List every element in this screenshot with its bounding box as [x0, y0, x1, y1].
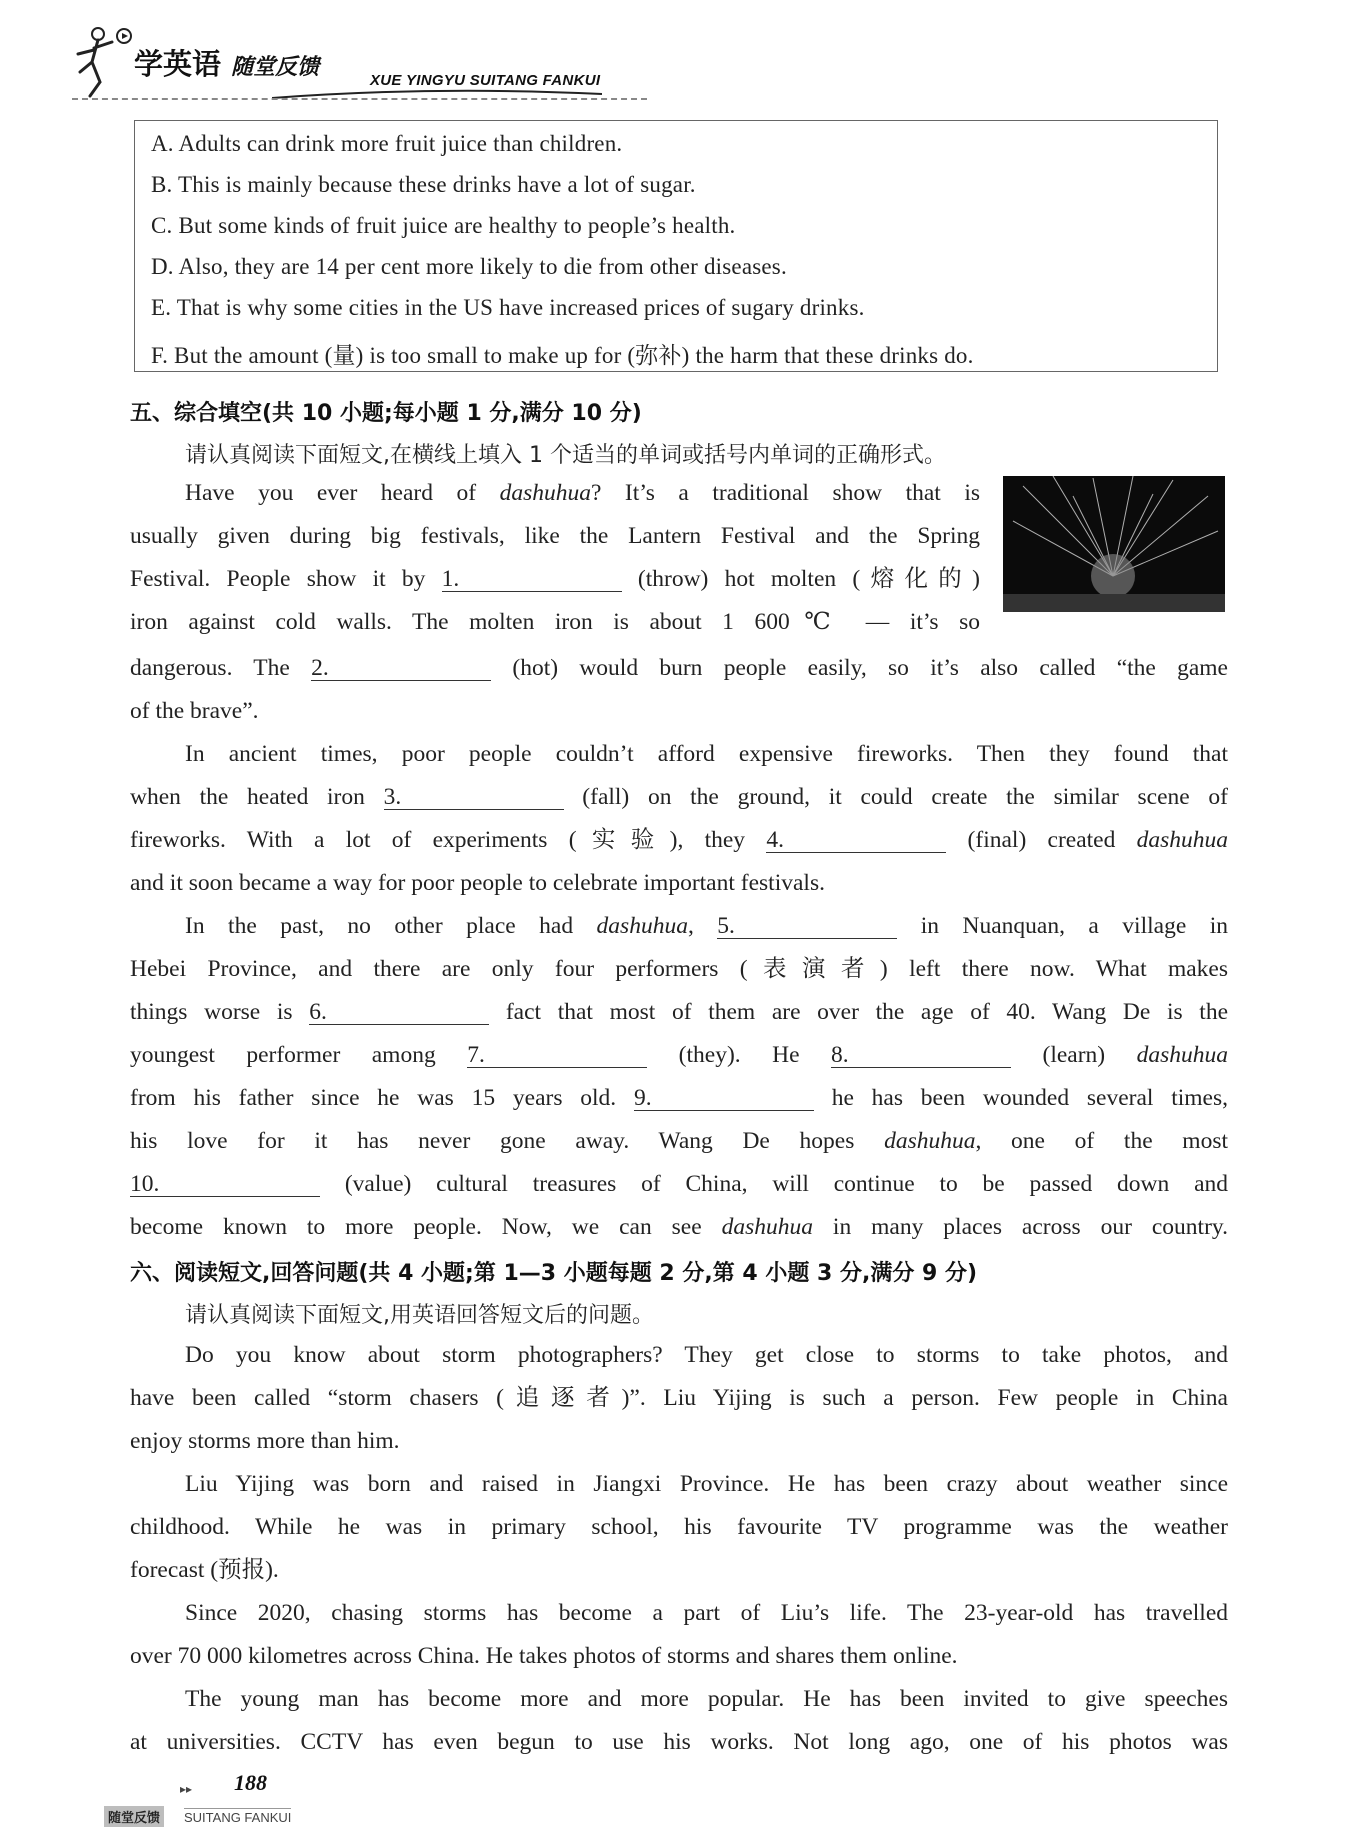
passage-text: (they). He — [647, 1042, 832, 1068]
passage-line: have been called “storm chasers (追逐者)”. Liu Yijing is such a person. Few people in China — [130, 1385, 1228, 1411]
passage-text: Hebei Province, and there are only four performers (表演者) left there now. What makes — [130, 956, 1228, 982]
passage-text: fireworks. With a lot of experiments (实验), they — [130, 827, 767, 853]
passage-line: forecast (预报). — [130, 1557, 279, 1583]
answer-blank-3[interactable]: 3. — [384, 785, 564, 810]
passage-text: (hot) would burn people easily, so it’s also called “the game — [491, 655, 1228, 681]
passage-text: In the past, no other place had — [185, 913, 597, 939]
passage-text: from his father since he was 15 years old. — [130, 1085, 634, 1111]
option-f: F. But the amount (量) is too small to make up for (弥补) the harm that these drinks do. — [151, 343, 974, 368]
passage-line: childhood. While he was in primary school, his favourite TV programme was the weather — [130, 1514, 1228, 1540]
passage-text: of the brave”. — [130, 698, 259, 724]
passage-text: fact that most of them are over the age of 40. Wang De is the — [489, 999, 1228, 1025]
passage-line — [130, 1212, 1228, 1242]
passage-line — [130, 868, 1228, 898]
page-number: 188 — [234, 1770, 267, 1795]
option-a: A. Adults can drink more fruit juice than children. — [151, 131, 623, 156]
passage-line: enjoy storms more than him. — [130, 1428, 400, 1454]
fireworks-photo — [1003, 476, 1225, 612]
passage-text: he has been wounded several times, — [813, 1085, 1228, 1111]
page-header — [72, 10, 652, 105]
answer-blank-5[interactable]: 5. — [717, 914, 897, 939]
header-title-en: XUE YINGYU SUITANG FANKUI — [370, 72, 601, 89]
passage-line — [130, 1126, 1228, 1156]
passage-line — [130, 1169, 1228, 1199]
section-5-instruction: 请认真阅读下面短文,在横线上填入 1 个适当的单词或括号内单词的正确形式。 — [185, 443, 946, 468]
passage-text: his love for it has never gone away. Wang De hopes — [130, 1128, 885, 1154]
passage-text: , one of the most — [975, 1128, 1229, 1154]
passage-text: , — [687, 913, 718, 939]
footer-badge: 随堂反馈 — [104, 1806, 164, 1827]
answer-blank-1[interactable]: 1. — [442, 567, 622, 592]
passage-text: dangerous. The — [130, 655, 312, 681]
passage-text: (value) cultural treasures of China, will continue to be passed down and — [320, 1171, 1228, 1197]
header-divider — [72, 98, 647, 100]
passage-line — [185, 911, 1228, 941]
answer-blank-4[interactable]: 4. — [766, 828, 946, 853]
section-5-title: 五、综合填空(共 10 小题;每小题 1 分,满分 10 分) — [130, 401, 642, 426]
passage-line — [185, 739, 1228, 769]
option-d: D. Also, they are 14 per cent more likely to die from other diseases. — [151, 254, 787, 279]
passage-line — [130, 607, 980, 637]
passage-line — [130, 1083, 1228, 1113]
passage-line: Since 2020, chasing storms has become a part of Liu’s life. The 23-year-old has travelled — [185, 1600, 1228, 1626]
passage-line — [185, 478, 980, 508]
passage-text: In ancient times, poor people couldn’t afford expensive fireworks. Then they found that — [185, 741, 1228, 767]
option-e: E. That is why some cities in the US have increased prices of sugary drinks. — [151, 295, 865, 320]
term-dashuhua: dashuhua — [499, 480, 591, 506]
passage-text: when the heated iron — [130, 784, 384, 810]
answer-blank-6[interactable]: 6. — [309, 1000, 489, 1025]
answer-blank-10[interactable]: 10. — [130, 1172, 320, 1197]
passage-text: ? It’s a traditional show that is — [590, 480, 980, 506]
passage-text: become known to more people. Now, we can see — [130, 1214, 722, 1240]
passage-line — [130, 521, 980, 551]
passage-text: iron against cold walls. The molten iron is about 1 600℃ — it’s so — [130, 609, 980, 635]
answer-blank-9[interactable]: 9. — [634, 1086, 814, 1111]
passage-text: youngest performer among — [130, 1042, 468, 1068]
passage-line — [130, 1040, 1228, 1070]
passage-line — [130, 997, 1228, 1027]
passage-line — [130, 564, 980, 594]
option-c: C. But some kinds of fruit juice are healthy to people’s health. — [151, 213, 736, 238]
passage-text: (final) created — [946, 827, 1137, 853]
passage-line — [130, 696, 530, 726]
passage-line — [130, 653, 1228, 683]
passage-text: (learn) — [1011, 1042, 1137, 1068]
term-dashuhua: dashuhua — [884, 1128, 976, 1154]
passage-text: Festival. People show it by — [130, 566, 442, 592]
runner-logo-icon — [72, 24, 132, 104]
passage-text: in many places across our country. — [813, 1214, 1228, 1240]
term-dashuhua: dashuhua — [1136, 827, 1229, 853]
passage-text: usually given during big festivals, like the Lantern Festival and the Spring — [130, 523, 980, 549]
section-6-title: 六、阅读短文,回答问题(共 4 小题;第 1—3 小题每题 2 分,第 4 小题 3 分,满分 9 分) — [130, 1261, 978, 1286]
options-box — [134, 120, 1218, 372]
passage-text: (fall) on the ground, it could create the similar scene of — [563, 784, 1228, 810]
term-dashuhua: dashuhua — [1136, 1042, 1228, 1068]
answer-blank-7[interactable]: 7. — [467, 1043, 647, 1068]
section-6-instruction: 请认真阅读下面短文,用英语回答短文后的问题。 — [185, 1303, 654, 1328]
footer-label: SUITANG FANKUI — [184, 1810, 292, 1825]
passage-line: Do you know about storm photographers? They get close to storms to take photos, and — [185, 1342, 1228, 1368]
passage-line: over 70 000 kilometres across China. He takes photos of storms and shares them online. — [130, 1643, 958, 1669]
term-dashuhua: dashuhua — [721, 1214, 813, 1240]
passage-line — [130, 825, 1228, 855]
header-title-cn: 学英语 随堂反馈 — [134, 47, 320, 81]
answer-blank-2[interactable]: 2. — [311, 656, 491, 681]
passage-text: in Nuanquan, a village in — [897, 913, 1228, 939]
passage-line: at universities. CCTV has even begun to use his works. Not long ago, one of his photos was — [130, 1729, 1228, 1755]
footer-arrows-icon: ▸▸ — [180, 1782, 193, 1796]
term-dashuhua: dashuhua — [596, 913, 688, 939]
option-b: B. This is mainly because these drinks have a lot of sugar. — [151, 172, 696, 197]
passage-line: The young man has become more and more popular. He has been invited to give speeches — [185, 1686, 1228, 1712]
passage-text: things worse is — [130, 999, 310, 1025]
passage-text: (throw) hot molten (熔化的) — [621, 566, 980, 592]
answer-blank-8[interactable]: 8. — [831, 1043, 1011, 1068]
passage-line — [130, 782, 1228, 812]
passage-line: Liu Yijing was born and raised in Jiangxi Province. He has been crazy about weather since — [185, 1471, 1228, 1497]
passage-text: and it soon became a way for poor people to celebrate important festivals. — [130, 870, 825, 896]
passage-text: Have you ever heard of — [185, 480, 500, 506]
passage-line — [130, 954, 1228, 984]
